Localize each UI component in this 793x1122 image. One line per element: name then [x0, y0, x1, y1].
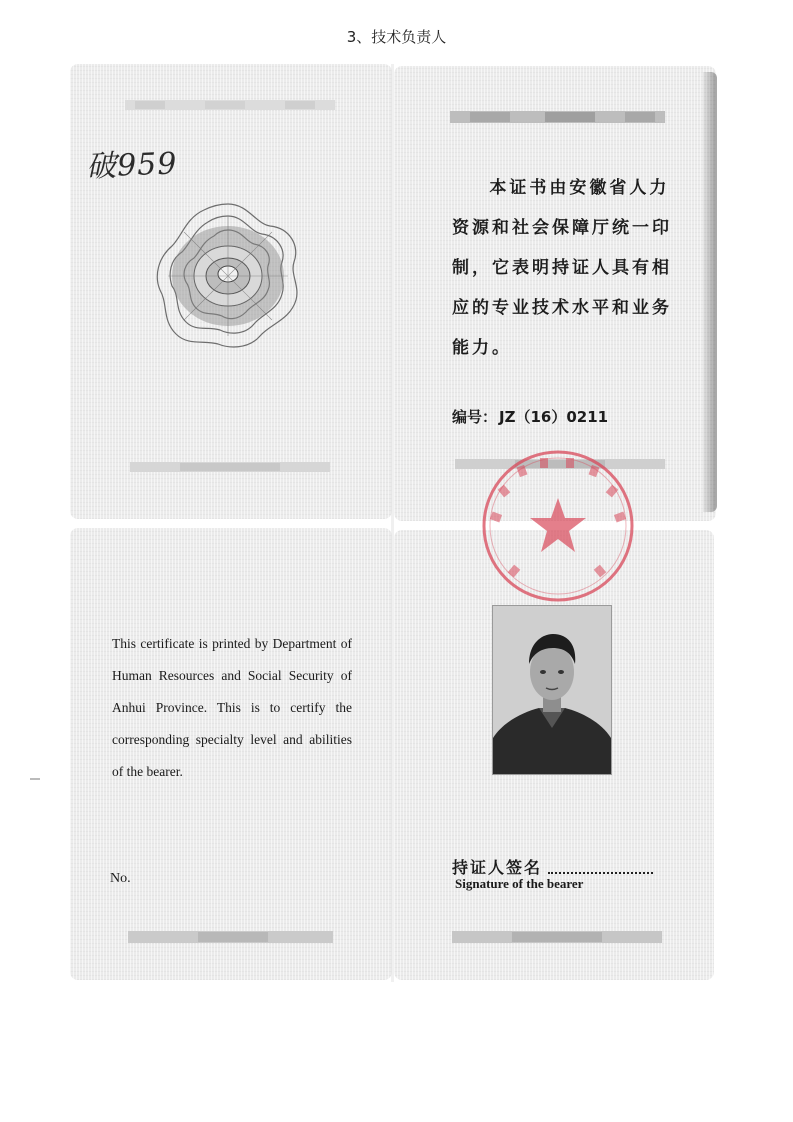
english-statement: This certificate is printed by Department of Human Resources and Social Security of Anhui Province. This is to certify the corresponding specialty level and abilities of the bearer.: [112, 636, 352, 779]
center-fold: [391, 64, 394, 982]
rosette-emblem-icon: [148, 196, 308, 356]
statement-line: 应的专业技术水平和业务: [452, 298, 672, 318]
signature-label-cn: 持证人签名: [452, 858, 543, 877]
spine-shadow: [703, 72, 717, 512]
decorative-band-top-right: [450, 108, 665, 126]
portrait-image: [493, 606, 611, 774]
decorative-band-bottom-right: [452, 928, 662, 946]
page-heading: 3、技术负责人: [346, 28, 447, 46]
signature-label-en: Signature of the bearer: [455, 876, 584, 891]
decorative-band-mid-left: [130, 458, 330, 476]
statement-line: 能力。: [452, 338, 512, 358]
english-number-label: No.: [110, 871, 131, 886]
certificate-number: [452, 406, 608, 427]
chinese-statement: [452, 168, 692, 368]
scan-margin-mark: [30, 778, 40, 780]
statement-line: 制，它表明持证人具有相: [452, 258, 672, 278]
signature-line: [548, 872, 653, 874]
handwritten-serial-note: 破959: [85, 146, 178, 185]
decorative-band-top-left: [125, 96, 335, 114]
statement-line: 本证书由安徽省人力: [489, 178, 670, 198]
certificate-number-label: 编号：: [452, 408, 498, 426]
red-seal-stamp: [478, 446, 638, 606]
statement-line: 资源和社会保障厅统一印: [452, 218, 672, 238]
bearer-photo: [492, 605, 612, 775]
decorative-band-bottom-left: [128, 928, 333, 946]
certificate-number-value: JZ（16）0211: [499, 408, 609, 426]
